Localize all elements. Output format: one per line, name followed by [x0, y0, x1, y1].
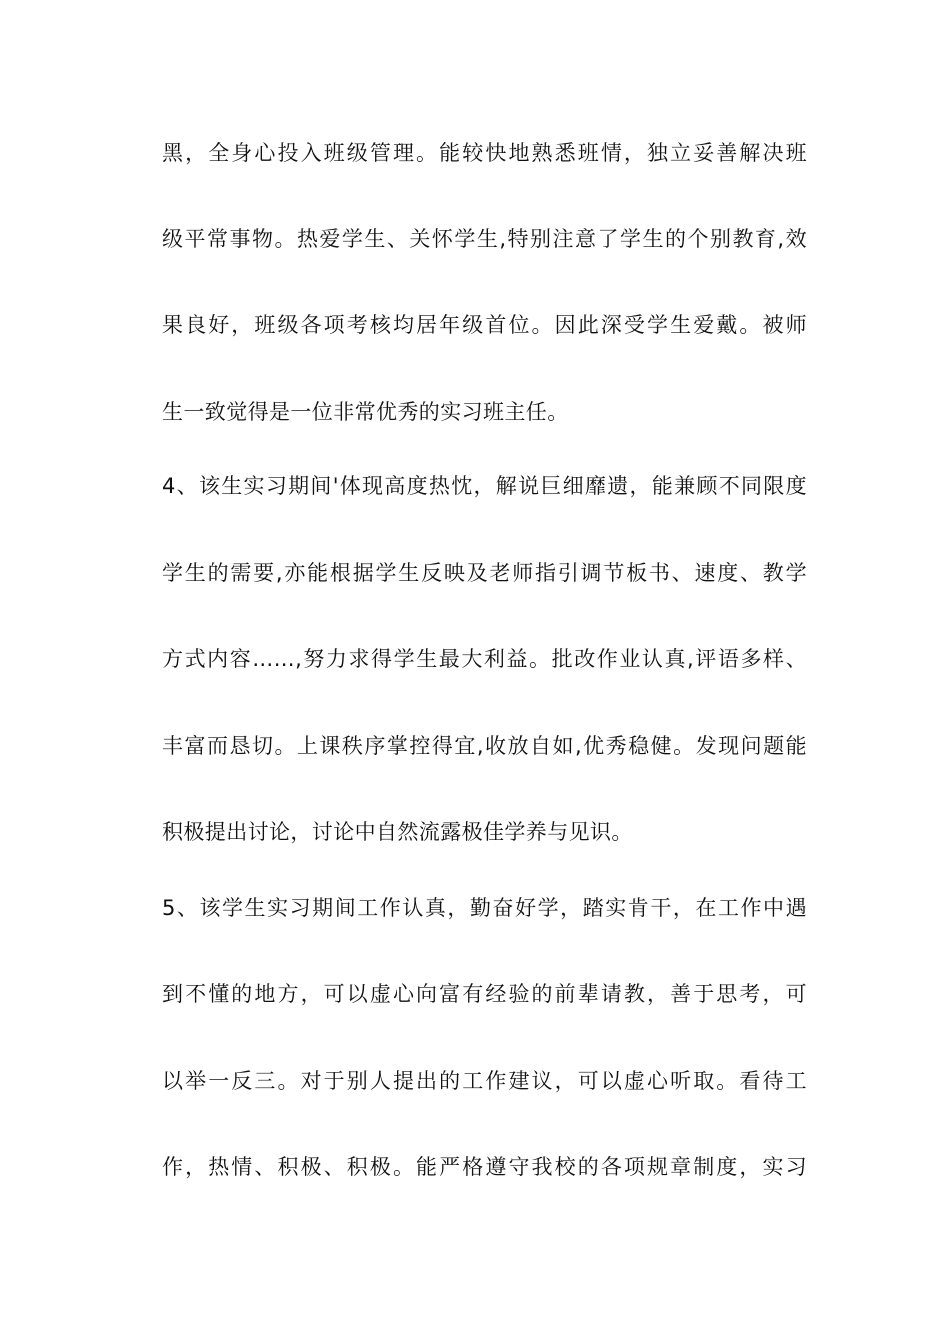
text-line: 5、该学生实习期间工作认真，勤奋好学，踏实肯干，在工作中遇: [162, 896, 807, 920]
text-line: 生一致觉得是一位非常优秀的实习班主任。: [162, 400, 569, 424]
text-line: 以举一反三。对于别人提出的工作建议，可以虚心听取。看待工: [162, 1069, 807, 1093]
text-line: 黑，全身心投入班级管理。能较快地熟悉班情，独立妥善解决班: [162, 141, 807, 165]
text-line: 学生的需要,亦能根据学生反映及老师指引调节板书、速度、教学: [162, 561, 807, 585]
text-line: 丰富而恳切。上课秩序掌控得宜,收放自如,优秀稳健。发现问题能: [162, 734, 807, 758]
text-line: 积极提出讨论，讨论中自然流露极佳学养与见识。: [162, 820, 633, 844]
text-line: 方式内容……,努力求得学生最大利益。批改作业认真,评语多样、: [162, 647, 807, 671]
text-line: 4、该生实习期间'体现高度热忱，解说巨细靡遗，能兼顾不同限度: [162, 474, 807, 498]
text-line: 到不懂的地方，可以虚心向富有经验的前辈请教，善于思考，可: [162, 982, 807, 1006]
text-line: 级平常事物。热爱学生、关怀学生,特别注意了学生的个别教育,效: [162, 227, 807, 251]
text-line: 作，热情、积极、积极。能严格遵守我校的各项规章制度，实习: [162, 1155, 807, 1179]
text-line: 果良好，班级各项考核均居年级首位。因此深受学生爱戴。被师: [162, 313, 807, 337]
